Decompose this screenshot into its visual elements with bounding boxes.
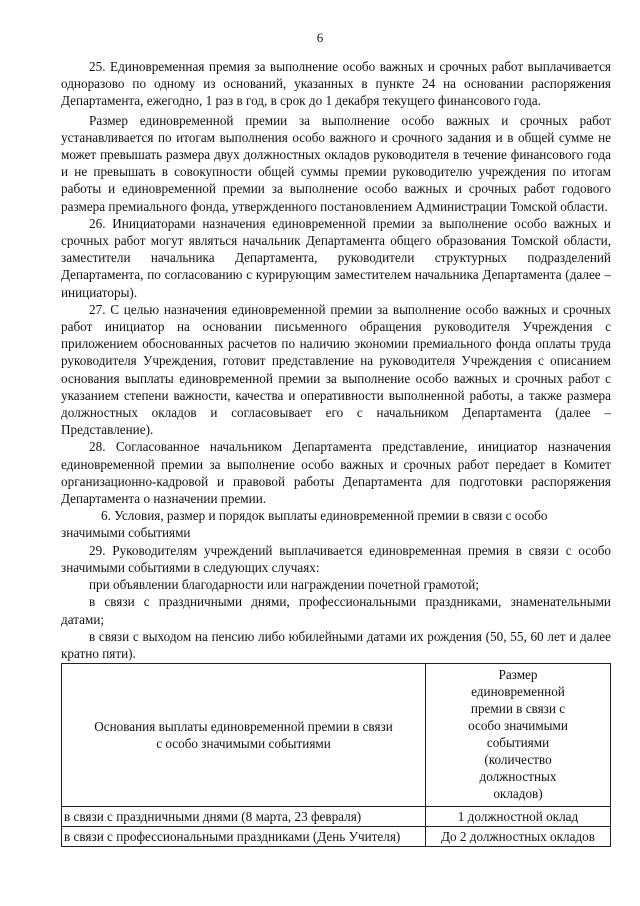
table-header-amount: Размер единовременной премии в связи с особо значимыми событиями (количество должностных окладов): [426, 664, 611, 807]
page-number: 6: [316, 30, 324, 45]
list-item: в связи с выходом на пенсию либо юбилейными датами их рождения (50, 55, 60 лет и далее кратно пяти).: [61, 628, 611, 661]
paragraph-29: 29. Руководителям учреждений выплачивается единовременная премия в связи с особо значимыми событиями в следующих случаях:: [61, 542, 611, 575]
paragraph-28: 28. Согласованное начальником Департамента представление, инициатор назначения единовременной премии за выполнение особо важных и срочных работ передает в Комитет организационно-кадровой и правовой работы Департамента для подготовки распоряжения Департамента о назначении премии.: [61, 439, 611, 507]
section-heading: [61, 507, 611, 541]
table-cell-amount: До 2 должностных окладов: [426, 827, 611, 847]
list-item: в связи с праздничными днями, профессиональными праздниками, знаменательными датами;: [61, 594, 611, 627]
list-item: при объявлении благодарности или награждении почетной грамотой;: [89, 577, 480, 593]
paragraph-25: 25. Единовременная премия за выполнение особо важных и срочных работ выплачивается одноразово по одному из оснований, указанных в пункте 24 на основании распоряжения Департамента, ежегодно, 1 раз в год, в срок до 1 декабря текущего финансового года.: [61, 59, 611, 109]
paragraph-25-size: Размер единовременной премии за выполнение особо важных и срочных работ устанавливается по итогам выполнения особо важного и срочного задания и в общей сумме не может превышать размера двух должностных окладов руководителя в течение финансового года и не превышать в совокупности общей суммы премии руководителю учреждения по итогам работы и единовременной премии за выполнение особо важных и срочных работ годового размера премиального фонда, утвержденного постановлением Администрации Томской области.: [61, 112, 611, 214]
paragraph-26: 26. Инициаторами назначения единовременной премии за выполнение особо важных и срочных работ могут являться начальник Департамента общего образования Томской области, заместители начальника Департамента, руководители структурных подразделений Департамента, по согласованию с курирующим заместителем начальника Департамента (далее – инициаторы).: [61, 215, 611, 300]
table-cell-basis: в связи с праздничными днями (8 марта, 23 февраля): [62, 807, 426, 827]
bonus-table: [61, 663, 611, 847]
table-row: [62, 807, 611, 827]
table-header-basis: Основания выплаты единовременной премии в связи с особо значимыми событиями: [62, 664, 426, 807]
document-body: [61, 58, 611, 847]
section-heading-line2: значимыми событиями: [61, 525, 191, 541]
paragraph-27: 27. С целью назначения единовременной премии за выполнение особо важных и срочных работ инициатор на основании письменного обращения руководителя Учреждения с приложением обоснованных расчетов по наличию экономии премиального фонда оплаты труда руководителя Учреждения, готовит представление на руководителя Учреждения с описанием основания выплаты единовременной премии за выполнение особо важных и срочных работ с указанием степени важности, качества и оперативности выполненной работы, а также размера должностных окладов и согласовывает его с начальником Департамента (далее – Представление).: [61, 301, 611, 438]
table-row: [62, 827, 611, 847]
table-cell-basis: в связи с профессиональными праздниками (День Учителя): [62, 827, 426, 847]
table-cell-amount: 1 должностной оклад: [426, 807, 611, 827]
section-heading-line1: 6. Условия, размер и порядок выплаты единовременной премии в связи с особо: [101, 508, 548, 524]
table-header-row: [62, 664, 611, 807]
